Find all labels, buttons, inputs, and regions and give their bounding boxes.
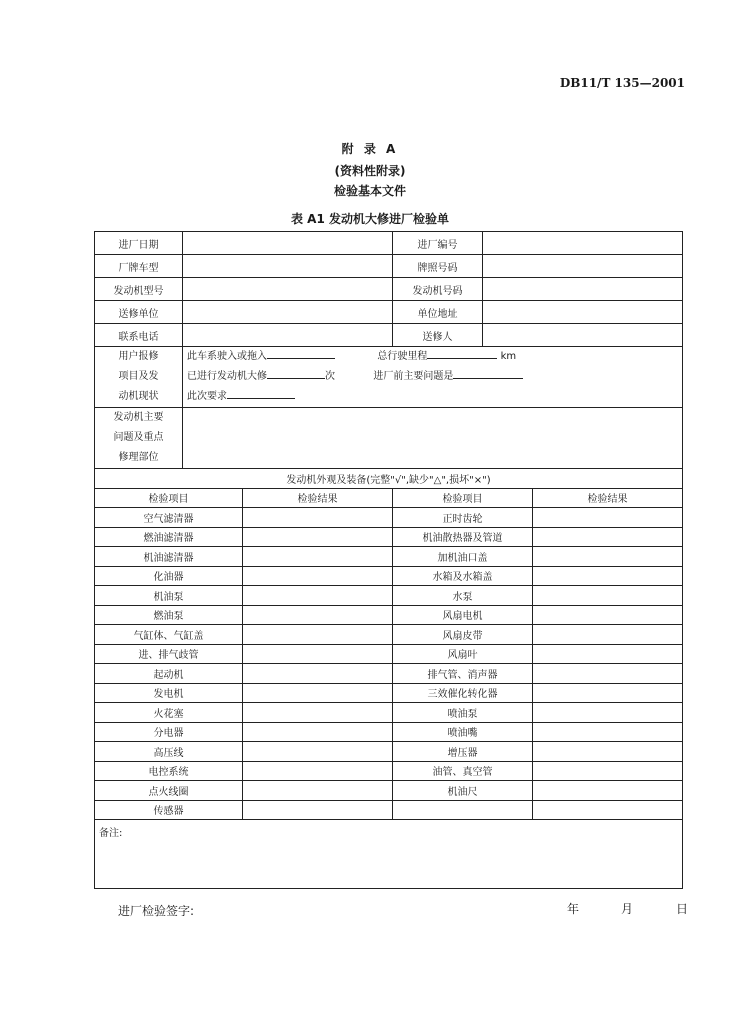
sender-unit-field[interactable] <box>183 301 393 324</box>
col-header-item-right: 检验项目 <box>393 488 533 508</box>
main-issues-label-line: 问题及重点 <box>113 432 164 443</box>
main-issues-label <box>95 408 183 469</box>
equipment-row <box>95 625 683 645</box>
equipment-item-left: 化油器 <box>95 566 243 586</box>
phone-label: 联系电话 <box>95 324 183 347</box>
remarks-box[interactable] <box>95 820 683 889</box>
equipment-item-left: 电控系统 <box>95 761 243 781</box>
request-blank[interactable] <box>227 388 295 399</box>
equipment-result-right[interactable] <box>533 781 683 801</box>
remarks-label: 备注: <box>99 828 123 839</box>
overhaul-count-label: 已进行发动机大修 <box>187 371 267 382</box>
equipment-row <box>95 722 683 742</box>
equipment-item-left: 火花塞 <box>95 703 243 723</box>
main-problem-label: 进厂前主要问题是 <box>373 371 454 382</box>
report-label-line: 项目及发 <box>118 371 159 382</box>
equipment-item-right: 加机油口盖 <box>393 547 533 567</box>
equipment-result-left[interactable] <box>243 761 393 781</box>
report-label-line: 用户报修 <box>118 351 159 362</box>
equipment-row <box>95 781 683 801</box>
equipment-row <box>95 761 683 781</box>
equipment-item-right: 水箱及水箱盖 <box>393 566 533 586</box>
document-title: 检验基本文件 <box>333 184 406 198</box>
date-day-label: 日 <box>676 902 689 916</box>
equipment-item-right: 喷油嘴 <box>393 722 533 742</box>
entry-date-field[interactable] <box>183 232 393 255</box>
engine-no-label: 发动机号码 <box>393 278 483 301</box>
equipment-item-right: 喷油泵 <box>393 703 533 723</box>
equipment-item-left: 进、排气歧管 <box>95 644 243 664</box>
equipment-item-left: 机油泵 <box>95 586 243 606</box>
mileage-label: 总行驶里程 <box>377 351 428 362</box>
inspection-form <box>94 231 683 889</box>
entry-date-label: 进厂日期 <box>95 232 183 255</box>
equipment-item-right: 机油散热器及管道 <box>393 527 533 547</box>
mileage-unit: km <box>500 351 517 362</box>
equipment-row <box>95 683 683 703</box>
equipment-row <box>95 800 683 820</box>
equipment-result-left[interactable] <box>243 683 393 703</box>
main-issues-field[interactable] <box>183 408 683 469</box>
unit-address-label: 单位地址 <box>393 301 483 324</box>
equipment-row <box>95 527 683 547</box>
main-problem-blank[interactable] <box>453 368 523 379</box>
equipment-result-left[interactable] <box>243 566 393 586</box>
overhaul-count-blank[interactable] <box>267 368 325 379</box>
equipment-result-left[interactable] <box>243 703 393 723</box>
equipment-result-left[interactable] <box>243 625 393 645</box>
plate-no-field[interactable] <box>483 255 683 278</box>
equipment-item-right: 增压器 <box>393 742 533 762</box>
equipment-result-right[interactable] <box>533 625 683 645</box>
equipment-result-left[interactable] <box>243 605 393 625</box>
appendix-title: 附 录 A <box>341 142 399 156</box>
equipment-result-right[interactable] <box>533 605 683 625</box>
engine-model-label: 发动机型号 <box>95 278 183 301</box>
equipment-row <box>95 742 683 762</box>
date-year-label: 年 <box>567 902 580 916</box>
equipment-item-left: 空气滤清器 <box>95 508 243 528</box>
equipment-item-left: 燃油泵 <box>95 605 243 625</box>
equipment-result-left[interactable] <box>243 508 393 528</box>
equipment-item-left: 气缸体、气缸盖 <box>95 625 243 645</box>
equipment-result-left[interactable] <box>243 586 393 606</box>
col-header-item-left: 检验项目 <box>95 488 243 508</box>
sender-field[interactable] <box>483 324 683 347</box>
date-month-label: 月 <box>621 902 634 916</box>
equipment-item-left: 分电器 <box>95 722 243 742</box>
equipment-result-right[interactable] <box>533 586 683 606</box>
col-header-result-left: 检验结果 <box>243 488 393 508</box>
equipment-result-right[interactable] <box>533 683 683 703</box>
engine-model-field[interactable] <box>183 278 393 301</box>
entry-no-field[interactable] <box>483 232 683 255</box>
phone-field[interactable] <box>183 324 393 347</box>
equipment-result-right[interactable] <box>533 761 683 781</box>
equipment-row <box>95 566 683 586</box>
brand-model-field[interactable] <box>183 255 393 278</box>
mileage-blank[interactable] <box>427 348 497 359</box>
equipment-item-right: 机油尺 <box>393 781 533 801</box>
unit-address-field[interactable] <box>483 301 683 324</box>
equipment-item-right: 风扇叶 <box>393 644 533 664</box>
equipment-result-left[interactable] <box>243 664 393 684</box>
equipment-item-right: 油管、真空管 <box>393 761 533 781</box>
equipment-result-right[interactable] <box>533 566 683 586</box>
equipment-result-right[interactable] <box>533 527 683 547</box>
sender-label: 送修人 <box>393 324 483 347</box>
equipment-item-right: 风扇电机 <box>393 605 533 625</box>
overhaul-count-unit: 次 <box>325 371 335 382</box>
standard-number: DB11/T 135—2001 <box>559 76 685 90</box>
col-header-result-right: 检验结果 <box>533 488 683 508</box>
equipment-result-left[interactable] <box>243 547 393 567</box>
equipment-result-left[interactable] <box>243 800 393 820</box>
report-content <box>183 347 683 408</box>
equipment-item-right: 排气管、消声器 <box>393 664 533 684</box>
equipment-item-right <box>393 800 533 820</box>
equipment-result-left[interactable] <box>243 742 393 762</box>
report-label <box>95 347 183 408</box>
equipment-item-left: 机油滤清器 <box>95 547 243 567</box>
entry-no-label: 进厂编号 <box>393 232 483 255</box>
equipment-row <box>95 644 683 664</box>
equipment-item-left: 高压线 <box>95 742 243 762</box>
equipment-item-left: 发电机 <box>95 683 243 703</box>
equipment-item-left: 起动机 <box>95 664 243 684</box>
equipment-row <box>95 703 683 723</box>
equipment-result-right[interactable] <box>533 742 683 762</box>
engine-no-field[interactable] <box>483 278 683 301</box>
main-issues-label-line: 修理部位 <box>118 452 159 463</box>
brand-model-label: 厂牌车型 <box>95 255 183 278</box>
inspection-signature-label: 进厂检验签字: <box>118 904 195 918</box>
equipment-result-right[interactable] <box>533 644 683 664</box>
equipment-item-left: 点火线圈 <box>95 781 243 801</box>
equipment-item-right: 水泵 <box>393 586 533 606</box>
equipment-result-right[interactable] <box>533 664 683 684</box>
equipment-item-right: 正时齿轮 <box>393 508 533 528</box>
equipment-result-left[interactable] <box>243 527 393 547</box>
equipment-result-left[interactable] <box>243 644 393 664</box>
equipment-result-right[interactable] <box>533 703 683 723</box>
equipment-result-right[interactable] <box>533 508 683 528</box>
sender-unit-label: 送修单位 <box>95 301 183 324</box>
equipment-result-left[interactable] <box>243 722 393 742</box>
equipment-row <box>95 664 683 684</box>
drive-in-blank[interactable] <box>267 348 335 359</box>
equipment-row <box>95 508 683 528</box>
equipment-item-right: 三效催化转化器 <box>393 683 533 703</box>
equipment-row <box>95 547 683 567</box>
equipment-row <box>95 586 683 606</box>
equipment-item-left: 燃油滤清器 <box>95 527 243 547</box>
appendix-note: (资料性附录) <box>334 164 406 178</box>
request-label: 此次要求 <box>187 391 227 402</box>
equipment-result-left[interactable] <box>243 781 393 801</box>
equipment-row <box>95 605 683 625</box>
equipment-rows <box>95 508 683 820</box>
table-title: 表 A1 发动机大修进厂检验单 <box>291 212 449 226</box>
equipment-section-title: 发动机外观及装备(完整"√",缺少"△",损坏"×") <box>95 469 683 489</box>
equipment-item-right: 风扇皮带 <box>393 625 533 645</box>
main-issues-label-line: 发动机主要 <box>113 412 164 423</box>
equipment-result-right[interactable] <box>533 800 683 820</box>
equipment-result-right[interactable] <box>533 547 683 567</box>
equipment-result-right[interactable] <box>533 722 683 742</box>
plate-no-label: 牌照号码 <box>393 255 483 278</box>
report-label-line: 动机现状 <box>118 391 159 402</box>
equipment-item-left: 传感器 <box>95 800 243 820</box>
drive-in-label: 此车系驶入或拖入 <box>187 351 267 362</box>
